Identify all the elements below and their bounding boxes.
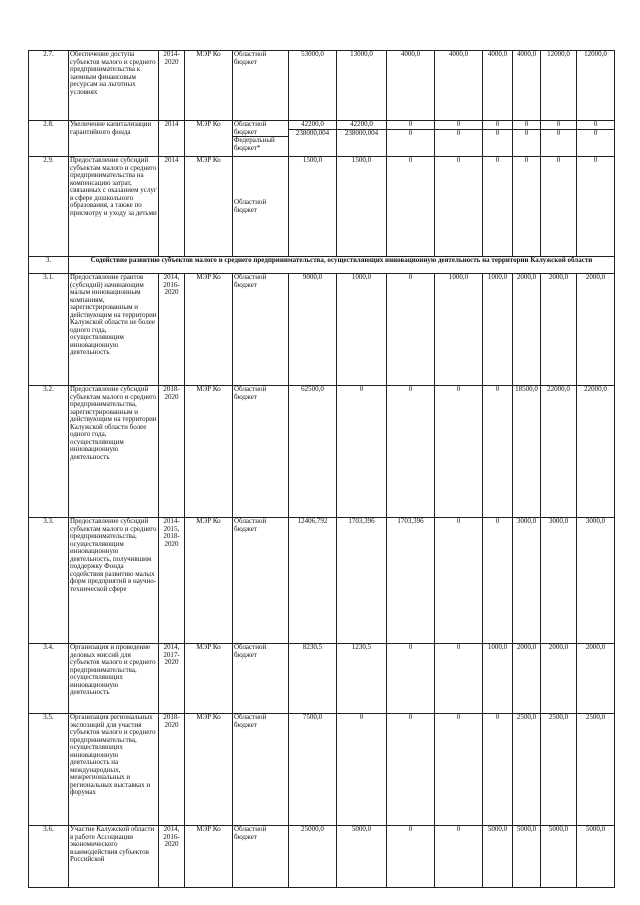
table-row — [29, 51, 615, 121]
value-cell: 2500,0 — [541, 714, 577, 826]
row-number: 3.6. — [29, 826, 69, 888]
value-cell: 1703,396 — [337, 518, 387, 644]
row-source-split — [233, 121, 289, 157]
value-cell: 0 — [513, 157, 541, 257]
value-split — [541, 121, 577, 157]
row-executor: МЭР Ко — [185, 51, 233, 121]
value-cell: 2000,0 — [577, 644, 615, 714]
value-cell: 0 — [387, 274, 435, 386]
value-cell: 2000,0 — [513, 644, 541, 714]
value-cell: 0 — [387, 714, 435, 826]
value-cell: 0 — [483, 121, 512, 130]
row-source: Областной бюджет — [233, 644, 289, 714]
row-source: Областной бюджет — [233, 714, 289, 826]
section-title: Содействие развитию субъектов малого и среднего предпринимательства, осуществляющих инновационную деятельность на территории Калужской области — [69, 257, 615, 274]
table-row — [29, 714, 615, 826]
value-cell: 4000,0 — [513, 51, 541, 121]
row-years: 2014-2015, 2018-2020 — [159, 518, 185, 644]
value-cell: 22000,0 — [577, 386, 615, 518]
row-total: 1500,0 — [289, 157, 337, 257]
row-executor: МЭР Ко — [185, 518, 233, 644]
row-source: Областной бюджет — [233, 518, 289, 644]
value-cell: 1000,0 — [435, 274, 483, 386]
value-cell: 1000,0 — [337, 274, 387, 386]
table-row — [29, 518, 615, 644]
value-cell: 3000,0 — [541, 518, 577, 644]
row-number: 3.5. — [29, 714, 69, 826]
value-split — [289, 121, 337, 157]
row-total: 62500,0 — [289, 386, 337, 518]
section-row — [29, 257, 615, 274]
value-cell: 0 — [435, 121, 482, 130]
value-cell: 0 — [408, 128, 413, 137]
row-number: 3.1. — [29, 274, 69, 386]
value-cell: 0 — [387, 644, 435, 714]
table-row — [29, 386, 615, 518]
row-number: 2.9. — [29, 157, 69, 257]
row-source: Областной бюджет — [233, 826, 289, 888]
row-executor: МЭР Ко — [185, 386, 233, 518]
row-years: 2014 — [159, 121, 185, 157]
value-split — [483, 121, 513, 157]
row-executor: МЭР Ко — [185, 121, 233, 157]
row-years: 2014 — [159, 157, 185, 257]
program-table — [28, 50, 615, 888]
value-cell: 0 — [435, 386, 483, 518]
value-cell: 0 — [483, 157, 513, 257]
value-cell: 22000,0 — [541, 386, 577, 518]
value-cell: 2500,0 — [577, 714, 615, 826]
value-cell: 2000,0 — [577, 274, 615, 386]
row-total: 8230,5 — [289, 644, 337, 714]
table-row — [29, 274, 615, 386]
value-cell: 1230,5 — [337, 644, 387, 714]
table-row — [29, 157, 615, 257]
value-cell: 0 — [435, 826, 483, 888]
value-cell: 0 — [435, 644, 483, 714]
row-years: 2018-2020 — [159, 714, 185, 826]
row-description: Организация и проведение деловых миссий для субъектов малого и среднего предпринимательства, осуществляющих инновационную деятельность — [69, 644, 159, 714]
value-cell: 1500,0 — [337, 157, 387, 257]
value-cell: 0 — [524, 128, 529, 137]
value-cell: 0 — [456, 128, 461, 137]
value-cell: 3000,0 — [513, 518, 541, 644]
value-split — [387, 121, 435, 157]
row-executor: МЭР Ко — [185, 714, 233, 826]
value-cell: 0 — [541, 121, 576, 130]
value-cell: 0 — [387, 157, 435, 257]
value-split — [577, 121, 615, 157]
value-cell: 238000,004 — [295, 128, 330, 137]
value-cell: 238000,004 — [344, 128, 379, 137]
row-total: 9000,0 — [289, 274, 337, 386]
row-years: 2018-2020 — [159, 386, 185, 518]
row-total: 53000,0 — [289, 51, 337, 121]
value-cell: 0 — [541, 157, 577, 257]
value-split — [435, 121, 483, 157]
value-cell: 0 — [483, 518, 513, 644]
value-cell: 0 — [513, 121, 540, 130]
value-cell: 0 — [387, 121, 434, 130]
value-cell: 18500,0 — [513, 386, 541, 518]
value-cell: 3000,0 — [577, 518, 615, 644]
value-cell: 13000,0 — [337, 51, 387, 121]
row-total: 7500,0 — [289, 714, 337, 826]
value-cell: 0 — [483, 714, 513, 826]
row-total: 25000,0 — [289, 826, 337, 888]
value-cell: 0 — [435, 518, 483, 644]
value-cell: 5000,0 — [577, 826, 615, 888]
value-cell: 4000,0 — [483, 51, 513, 121]
value-cell: 5000,0 — [483, 826, 513, 888]
value-cell: 4000,0 — [387, 51, 435, 121]
row-executor: МЭР Ко — [185, 826, 233, 888]
row-number: 3.3. — [29, 518, 69, 644]
row-description: Организация региональных экспозиций для участия субъектов малого и среднего предпринимательства, осуществляющих инновационную деятельность на международных, межрегиональных и региональных выставках и форумах — [69, 714, 159, 826]
value-cell: 42200,0 — [337, 121, 386, 130]
value-cell: 42200,0 — [289, 121, 336, 130]
value-cell: 5000,0 — [337, 826, 387, 888]
row-executor: МЭР Ко — [185, 274, 233, 386]
row-years: 2014, 2016-2020 — [159, 826, 185, 888]
value-cell: 4000,0 — [435, 51, 483, 121]
row-description: Участие Калужской области в работе Ассоциации экономического взаимодействия субъектов Российской — [69, 826, 159, 888]
row-description: Предоставление субсидий субъектам малого и среднего предпринимательства, осуществляющим инновационную деятельность, получившим поддержку Фонда содействия развитию малых форм предприятий в научно-технической сфере — [69, 518, 159, 644]
value-cell: 0 — [577, 121, 614, 130]
value-cell: 0 — [337, 714, 387, 826]
value-cell: 0 — [593, 128, 598, 137]
row-description: Обеспечение доступа субъектов малого и среднего предпринимательства к заемным финансовым ресурсам на льготных условиях — [69, 51, 159, 121]
row-source: Областной бюджет — [233, 51, 289, 121]
value-split — [513, 121, 541, 157]
value-cell: 2000,0 — [541, 644, 577, 714]
row-description: Увеличение капитализации гарантийного фонда — [69, 121, 159, 157]
row-executor: МЭР Ко — [185, 157, 233, 257]
value-cell: 5000,0 — [513, 826, 541, 888]
value-cell: 1703,396 — [387, 518, 435, 644]
value-cell: 0 — [387, 386, 435, 518]
table-row — [29, 826, 615, 888]
row-source: Областной бюджет — [233, 121, 288, 137]
value-cell: 2000,0 — [541, 274, 577, 386]
table-row — [29, 644, 615, 714]
row-years: 2014, 2016-2020 — [159, 274, 185, 386]
row-description: Предоставление субсидий субъектам малого и среднего предпринимательства на компенсацию затрат, связанных с оказанием услуг в сфере дошкольного образования, а также по присмотру и уходу за детьми — [69, 157, 159, 257]
value-cell: 0 — [483, 386, 513, 518]
row-years: 2014-2020 — [159, 51, 185, 121]
row-source: Федеральный бюджет* — [234, 136, 275, 152]
row-years: 2014, 2017-2020 — [159, 644, 185, 714]
row-number: 2.7. — [29, 51, 69, 121]
value-cell: 12000,0 — [541, 51, 577, 121]
row-number: 3.2. — [29, 386, 69, 518]
row-total: 12406,792 — [289, 518, 337, 644]
row-source: Областной бюджет — [233, 386, 289, 518]
row-executor: МЭР Ко — [185, 644, 233, 714]
value-split — [337, 121, 387, 157]
table-row — [29, 121, 615, 157]
row-source: Областной бюджет — [233, 157, 289, 257]
row-description: Предоставление субсидий субъектам малого и среднего предпринимательства, зарегистрированным и действующим на территории Калужской области более одного года, осуществляющим инновационную деятельность — [69, 386, 159, 518]
value-cell: 0 — [435, 714, 483, 826]
value-cell: 0 — [435, 157, 483, 257]
value-cell: 12000,0 — [577, 51, 615, 121]
row-number: 3.4. — [29, 644, 69, 714]
value-cell: 0 — [556, 128, 561, 137]
value-cell: 1000,0 — [483, 274, 513, 386]
row-description: Предоставление грантов (субсидий) начинающим малым инновационным компаниям, зарегистрированным и действующим на территории Калужской области не более одного года, осуществляющим инновационную деятельность — [69, 274, 159, 386]
value-cell: 2500,0 — [513, 714, 541, 826]
value-cell: 0 — [495, 128, 500, 137]
value-cell: 1000,0 — [483, 644, 513, 714]
row-source: Областной бюджет — [233, 274, 289, 386]
section-number: 3. — [29, 257, 69, 274]
value-cell: 0 — [577, 157, 615, 257]
value-cell: 0 — [337, 386, 387, 518]
value-cell: 2000,0 — [513, 274, 541, 386]
value-cell: 0 — [387, 826, 435, 888]
value-cell: 5000,0 — [541, 826, 577, 888]
row-number: 2.8. — [29, 121, 69, 157]
